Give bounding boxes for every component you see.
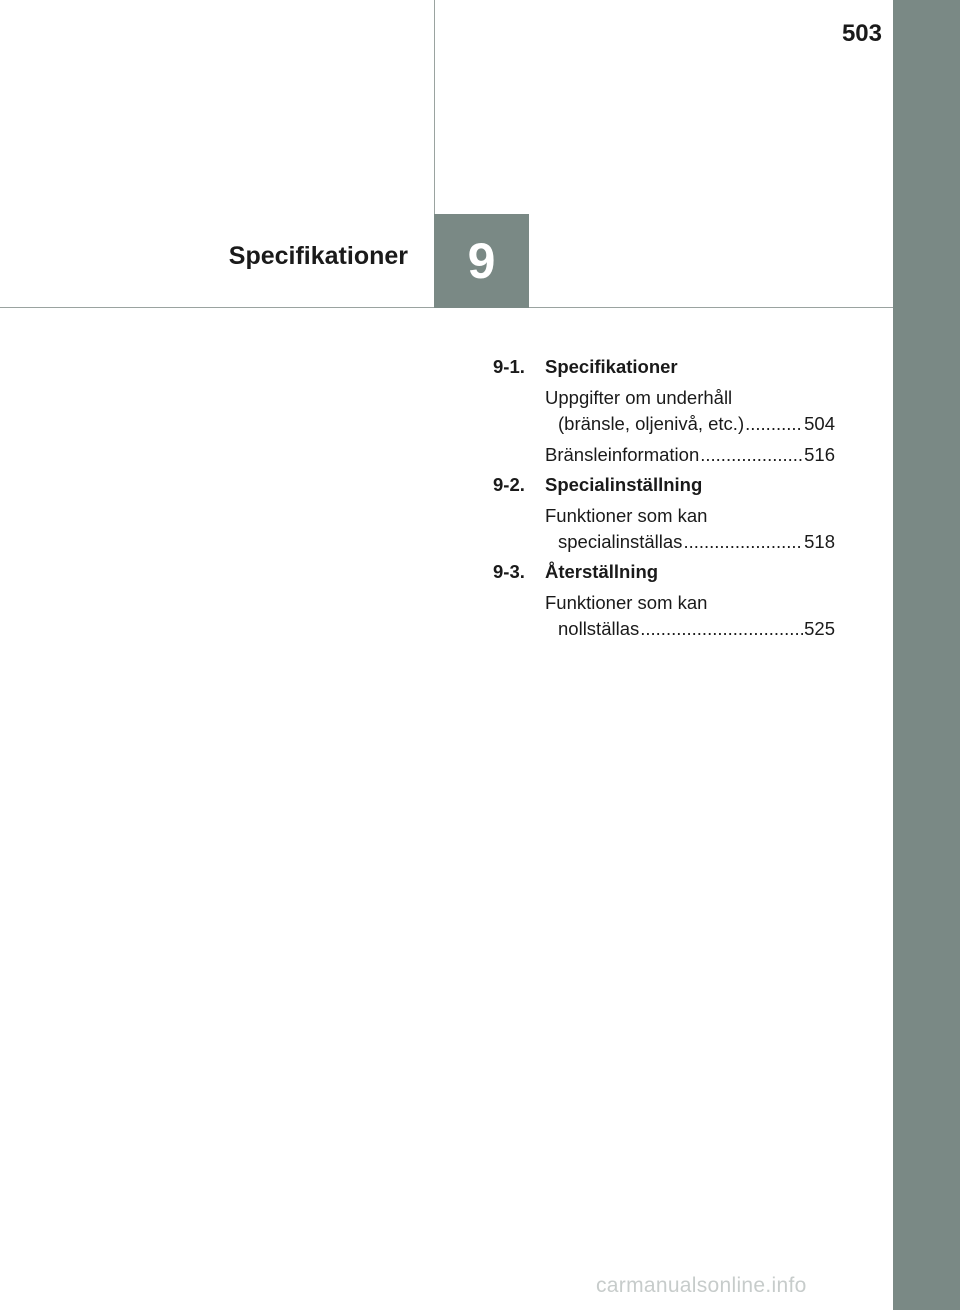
toc-entry[interactable] [545,503,835,555]
vertical-rule [434,0,435,214]
toc-section-title: Återställning [545,561,659,582]
chapter-side-tab [893,0,960,1310]
toc-section-title: Specifikationer [545,356,678,377]
toc-entry-text-cont: specialinställas [558,531,683,552]
toc-section-heading[interactable] [493,559,835,585]
table-of-contents [493,354,835,646]
chapter-title: Specifikationer [228,242,408,270]
toc-entry[interactable] [545,590,835,642]
chapter-number-box: 9 [434,214,529,308]
toc-entry[interactable] [545,385,835,437]
toc-entry-page: 518 [804,531,835,552]
dot-leader [700,442,803,468]
toc-section-number: 9-2. [493,474,525,495]
watermark: carmanualsonline.info [596,1274,807,1297]
toc-entry-page: 516 [804,444,835,465]
toc-section-9-3 [493,559,835,642]
toc-section-title: Specialinställning [545,474,703,495]
toc-entry[interactable] [545,442,835,468]
toc-section-heading[interactable] [493,472,835,498]
page-number: 503 [841,20,882,47]
toc-section-number: 9-1. [493,356,525,377]
toc-entry-text-cont: (bränsle, oljenivå, etc.) [558,413,745,434]
toc-entry-text: Funktioner som kan [545,592,708,613]
toc-entry-text: Funktioner som kan [545,505,708,526]
dot-leader [745,411,803,437]
toc-entry-page: 504 [804,413,835,434]
toc-section-9-2 [493,472,835,555]
dot-leader [683,529,803,555]
dot-leader [640,616,803,642]
toc-section-9-1 [493,354,835,468]
toc-section-heading[interactable] [493,354,835,380]
toc-entry-text-cont: nollställas [558,618,640,639]
toc-entry-text: Uppgifter om underhåll [545,387,733,408]
toc-entry-text: Bränsleinformation [545,444,700,465]
toc-entry-page: 525 [804,618,835,639]
toc-section-number: 9-3. [493,561,525,582]
